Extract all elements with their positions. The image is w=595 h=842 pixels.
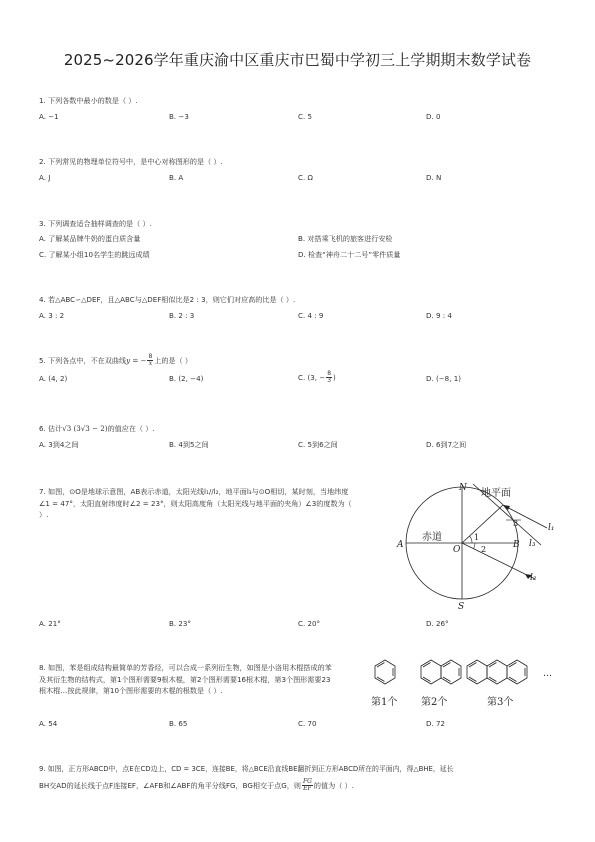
- question-3-stem: 3. 下列调查适合抽样调查的是（ ）.: [39, 219, 152, 228]
- question-5-option-a: A. (4, 2): [39, 374, 68, 383]
- label-l2: l₂: [530, 573, 537, 583]
- question-5-option-c-fraction: [326, 371, 332, 384]
- question-6-option-a: A. 3到4之间: [39, 440, 79, 449]
- question-1-option-c: C. 5: [298, 112, 312, 121]
- question-8-stem: [39, 662, 369, 697]
- benzene-figures: [365, 654, 565, 712]
- question-9-fraction: [302, 779, 313, 793]
- benzene-figure-2: [421, 660, 461, 684]
- question-8-line-3: 根木棍…按此规律，第10个图形需要的木棍的根数是（ ）.: [39, 686, 223, 695]
- benzene-figure-1: [375, 660, 395, 684]
- label-b: B: [513, 540, 520, 550]
- question-8-line-1: 8. 如图，苯是组成结构最简单的芳香烃，可以合成一系列衍生物，如图是小洛用木棍搭成的苯: [39, 663, 332, 672]
- label-o: O: [453, 545, 461, 555]
- question-5-fraction-den: x: [148, 360, 153, 367]
- question-4-option-a: A. 3 : 2: [39, 311, 65, 320]
- question-5-option-c-den: 3: [327, 377, 332, 384]
- earth-diagram: [395, 478, 570, 613]
- label-angle-2: 2: [481, 545, 487, 554]
- label-n: N: [459, 483, 467, 493]
- benzene-label-2: 第2个: [421, 697, 448, 708]
- question-1-option-a: A. −1: [39, 112, 59, 121]
- label-equator: 赤道: [422, 532, 442, 543]
- label-angle-1: 1: [474, 533, 480, 542]
- question-5-option-c-pre: C. (3, −: [298, 372, 326, 382]
- question-9-fraction-den: EF: [303, 785, 312, 792]
- label-l1: l₁: [548, 523, 555, 533]
- question-7-option-c: C. 20°: [298, 619, 321, 628]
- question-5-option-d: D. (−8, 1): [426, 374, 461, 383]
- question-6-option-c: C. 5到6之间: [298, 440, 338, 449]
- label-s: S: [458, 602, 465, 612]
- question-2-option-b: B. A: [169, 173, 184, 182]
- question-5-stem: [39, 354, 192, 367]
- question-9-line-2: [39, 779, 569, 793]
- question-3-option-c: C. 了解某小组10名学生的跳远成绩: [39, 250, 150, 259]
- benzene-ellipsis: …: [543, 669, 552, 679]
- question-7-option-a: A. 21°: [39, 619, 61, 628]
- label-a: A: [397, 540, 404, 550]
- question-5-stem-pre: 5. 下列各点中，不在双曲线: [39, 355, 127, 365]
- benzene-figure-3: [467, 660, 527, 684]
- question-5-option-c: [298, 371, 336, 384]
- sun-ray-l2: [462, 543, 535, 579]
- question-7-line-3: ）.: [39, 510, 49, 519]
- question-7-line-2: ∠1 = 47°，太阳直射纬度时∠2 = 23°，则太阳高度角（太阳光线与地平面的夹角）∠3的度数为（: [39, 498, 352, 508]
- question-7-option-b: B. 23°: [169, 619, 191, 628]
- question-6-option-b: B. 4到5之间: [169, 440, 209, 449]
- question-7-stem: [39, 486, 404, 521]
- question-4-option-c: C. 4 : 9: [298, 311, 324, 320]
- question-9-line-1: 9. 如图，正方形ABCD中，点E在CD边上，CD = 3CE，连接BE，将△BCE沿直线BE翻折到正方形ABCD所在的平面内，得△BHE，延长: [39, 765, 454, 773]
- question-1-stem: 1. 下列各数中最小的数是（ ）.: [39, 96, 138, 105]
- question-2-option-a: A. J: [39, 173, 51, 182]
- question-3-option-a: A. 了解某品牌牛奶的蛋白质含量: [39, 234, 141, 243]
- question-5-option-c-close: ): [333, 372, 336, 382]
- question-5-fraction: [147, 354, 153, 367]
- page-title: 2025~2026学年重庆渝中区重庆市巴蜀中学初三上学期期末数学试卷: [63, 51, 532, 69]
- angle-1-arc: [470, 536, 473, 543]
- question-3-option-b: B. 对搭乘飞机的旅客进行安检: [298, 234, 393, 243]
- question-8-option-c: C. 70: [298, 719, 317, 728]
- question-6-stem-post: 的值应在（ ）.: [107, 424, 155, 433]
- question-4-option-b: B. 2 : 3: [169, 311, 195, 320]
- question-9-line-2-pre: BH交AD的延长线于点F连接EF，∠AFB和∠ABF的角平分线FG，BG相交于点G，则: [39, 780, 301, 790]
- question-2-stem: 2. 下列常见的物理单位符号中，是中心对称图形的是（ ）.: [39, 157, 223, 166]
- question-6-expression: √3 (3√3 − 2): [62, 424, 108, 433]
- question-6-stem: [39, 424, 155, 434]
- question-8-option-a: A. 54: [39, 719, 58, 728]
- question-7-line-1: 7. 如图，⊙O是地球示意图，AB表示赤道，太阳光线l₁//l₂，地平面l₃与⊙O相切，某时刻，当地纬度: [39, 487, 349, 496]
- question-7-option-d: D. 26°: [426, 619, 449, 628]
- question-8-option-d: D. 72: [426, 719, 445, 728]
- question-9-fraction-num: FG: [302, 777, 312, 785]
- radius-op: [462, 505, 503, 543]
- question-5-option-b: B. (2, −4): [169, 374, 204, 383]
- question-9-line-2-post: 的值为（ ）.: [313, 780, 354, 790]
- label-horizon: 地平面: [481, 488, 511, 499]
- question-6-stem-pre: 6. 估计: [39, 424, 63, 433]
- question-4-option-d: D. 9 : 4: [426, 311, 452, 320]
- benzene-label-1: 第1个: [371, 697, 398, 708]
- question-6-option-d: D. 6到7之间: [426, 440, 467, 449]
- angle-2-arc: [474, 543, 476, 549]
- question-2-option-c: C. Ω: [298, 173, 313, 182]
- question-1-option-b: B. −3: [169, 112, 189, 121]
- question-9-stem: [39, 764, 569, 793]
- question-2-option-d: D. N: [426, 173, 442, 182]
- question-3-option-d: D. 检查“神舟二十二号”零件质量: [298, 250, 401, 259]
- question-5-stem-post: 上的是（ ）: [154, 355, 193, 365]
- question-5-option-c-num: 8: [327, 370, 332, 377]
- question-8-option-b: B. 65: [169, 719, 188, 728]
- benzene-label-3: 第3个: [487, 697, 514, 708]
- question-5-fraction-num: 8: [148, 353, 153, 360]
- label-l3: l₃: [529, 539, 536, 549]
- question-1-option-d: D. 0: [426, 112, 441, 121]
- label-angle-3: 3: [513, 519, 519, 528]
- question-5-eq-lhs: y = −: [126, 355, 147, 365]
- question-4-stem: 4. 若△ABC∽△DEF，且△ABC与△DEF相似比是2 : 3，则它们对应高的比是（ ）.: [39, 295, 296, 304]
- question-8-line-2: 及其衍生物的结构式，第1个图形需要9根木棍，第2个图形需要16根木棍，第3个图形需要23: [39, 674, 331, 684]
